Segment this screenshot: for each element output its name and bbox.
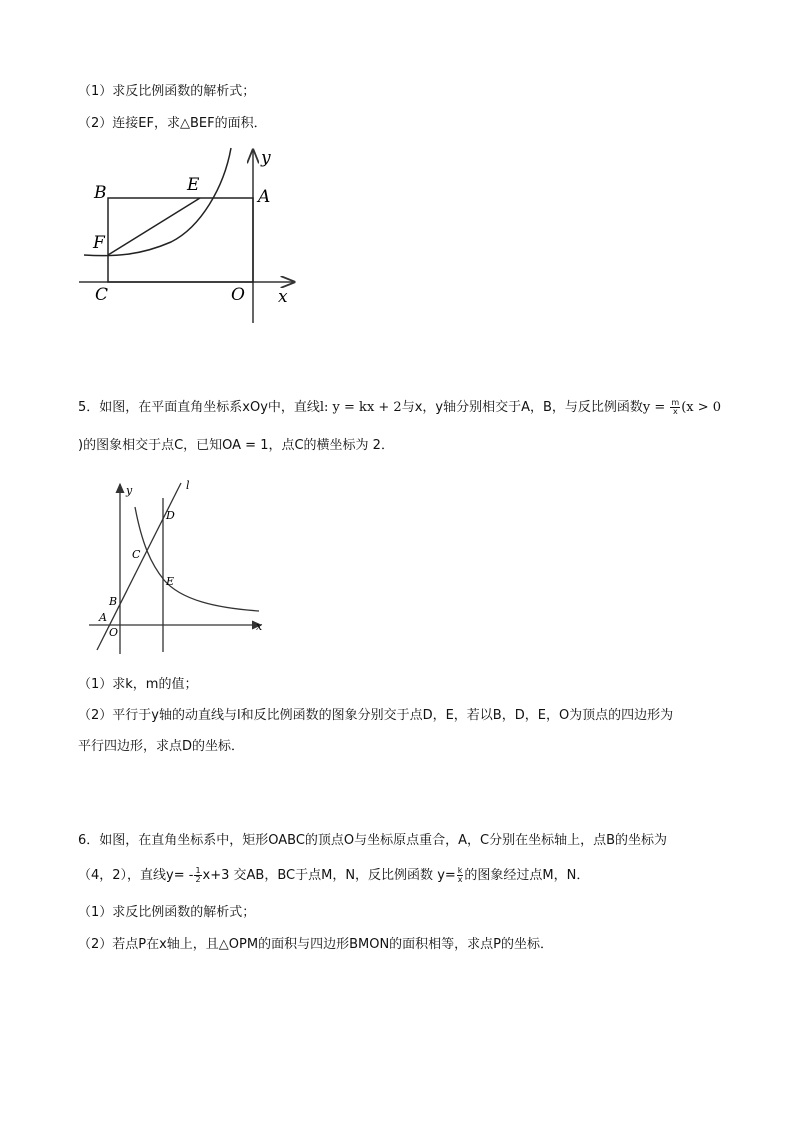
label-c: C	[95, 285, 109, 305]
label-e: E	[166, 575, 175, 588]
label-b: B	[109, 595, 118, 608]
label-o: O	[231, 285, 245, 305]
label-c: C	[132, 548, 141, 561]
label-x: x	[278, 287, 288, 307]
q5-part2-a: （2）平行于y轴的动直线与l和反比例函数的图象分别交于点D，E，若以B，D，E，O为顶点的四边形为	[78, 708, 674, 723]
label-d: D	[166, 509, 175, 522]
q6-fraction-half: $\frac{1}{2}$	[195, 866, 201, 884]
label-o: O	[109, 626, 119, 639]
q6-line2	[78, 866, 589, 886]
q5-line2: )的图象相交于点C，已知OA = 1，点C的横坐标为 2．	[78, 438, 394, 453]
q4-figure	[76, 145, 326, 330]
q6-part2: （2）若点P在x轴上，且△OPM的面积与四边形BMON的面积相等，求点P的坐标．	[78, 937, 554, 952]
label-y: y	[261, 148, 271, 168]
segment-fe	[108, 198, 200, 255]
q5-domain: (x > 0	[681, 400, 722, 415]
label-a: A	[99, 611, 107, 624]
q6-text-a: （4，2），直线y= -	[78, 868, 194, 883]
q5-fraction: $\frac{m}{x}$	[671, 398, 680, 416]
label-l: l	[186, 479, 190, 492]
q5-line1	[78, 398, 721, 418]
q5-figure	[86, 474, 276, 659]
label-f: F	[93, 233, 105, 253]
q5-part1: （1）求k，m的值；	[78, 677, 198, 692]
q6-text-b: x+3 交AB，BC于点M，N，反比例函数 y=	[202, 868, 456, 883]
q5-func: y =	[642, 400, 670, 415]
q6-part1: （1）求反比例函数的解析式；	[78, 905, 256, 920]
q5-line-eq: l: y = kx + 2	[319, 400, 402, 415]
q5-part2-b: 平行四边形，求点D的坐标．	[78, 739, 245, 754]
q6-fraction-k-over-x: $\frac{k}{x}$	[457, 866, 463, 884]
q6-line1: 6．如图，在直角坐标系中，矩形OABC的顶点O与坐标原点重合，A，C分别在坐标轴上，点B的坐标为	[78, 833, 668, 848]
label-b: B	[94, 183, 107, 203]
label-e: E	[187, 175, 200, 195]
label-a: A	[258, 187, 271, 207]
label-x: x	[256, 620, 263, 633]
q4-part1: （1）求反比例函数的解析式；	[78, 84, 256, 99]
label-y: y	[126, 484, 133, 497]
hyperbola	[135, 507, 259, 611]
q5-text-c: 与x，y轴分别相交于A，B，与反比例函数	[401, 400, 643, 415]
q5-text-a: 5．如图，在平面直角坐标系xOy中，直线	[78, 400, 320, 415]
q4-part2: （2）连接EF，求△BEF的面积．	[78, 116, 267, 131]
q6-text-c: 的图象经过点M，N．	[464, 868, 590, 883]
